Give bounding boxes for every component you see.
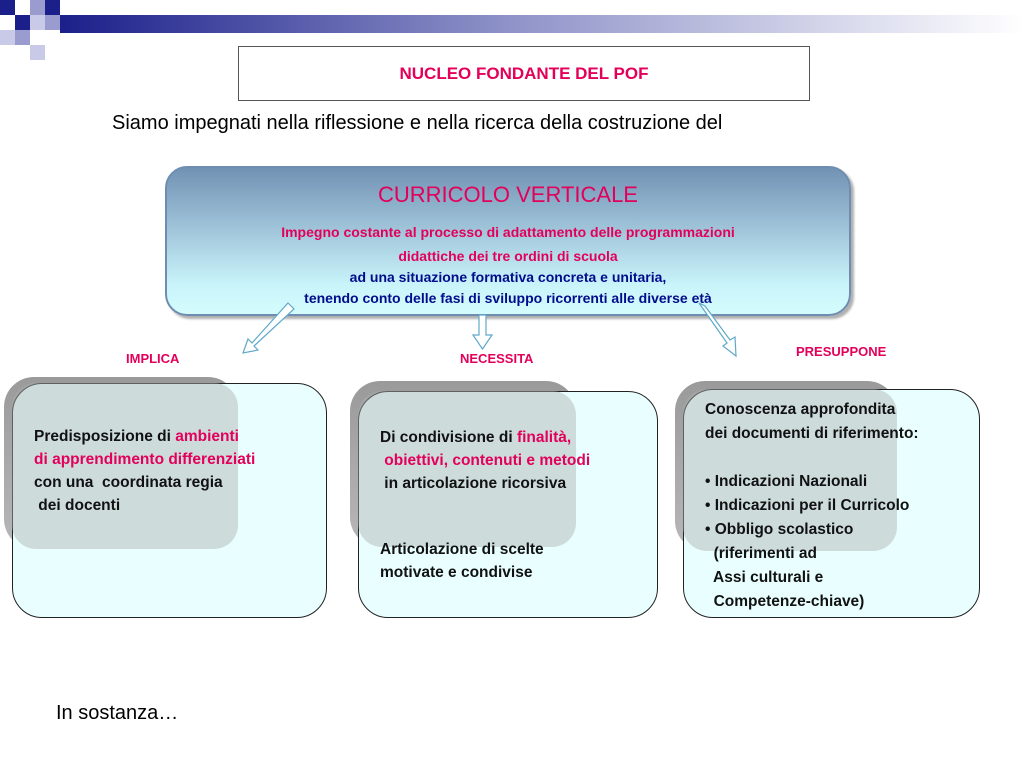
card-implica-line-3: con una coordinata regia bbox=[34, 474, 223, 491]
card-implica-line-1b: ambienti bbox=[175, 428, 239, 445]
card-presuppone-sub-2: Assi culturali e bbox=[705, 569, 824, 586]
card-necessita-line-4: Articolazione di scelte bbox=[380, 541, 544, 558]
card-necessita-line-1a: Di condivisione di bbox=[380, 429, 517, 446]
card-presuppone-sub-1: (riferimenti ad bbox=[705, 545, 817, 562]
card-necessita-line-3: in articolazione ricorsiva bbox=[380, 475, 567, 492]
banner-line-4: tenendo conto delle fasi di sviluppo ricorrenti alle diverse età bbox=[304, 290, 712, 306]
deco-square bbox=[15, 15, 30, 30]
page-title-box bbox=[238, 46, 810, 101]
card-necessita-text bbox=[380, 426, 590, 495]
intro-text: Siamo impegnati nella riflessione e nella ricerca della costruzione del bbox=[112, 112, 723, 134]
card-presuppone-line-1: Conoscenza approfondita bbox=[705, 401, 896, 418]
curricolo-banner bbox=[165, 166, 851, 316]
deco-square bbox=[30, 0, 45, 15]
deco-square bbox=[45, 15, 60, 30]
arrow-right bbox=[699, 303, 736, 356]
card-implica-line-4: dei docenti bbox=[34, 497, 121, 514]
deco-square bbox=[30, 45, 45, 60]
card-presuppone-bullet-1: • Indicazioni Nazionali bbox=[705, 473, 868, 490]
footer-text: In sostanza… bbox=[56, 702, 179, 724]
page-title: NUCLEO FONDANTE DEL POF bbox=[399, 63, 649, 83]
card-implica-line-1a: Predisposizione di bbox=[34, 428, 176, 445]
card-necessita-line-5: motivate e condivise bbox=[380, 564, 533, 581]
card-necessita-line-1b: finalità, bbox=[516, 429, 572, 446]
card-presuppone-sub-3: Competenze-chiave) bbox=[705, 593, 865, 610]
deco-square bbox=[45, 0, 60, 15]
card-presuppone-bullet-3: • Obbligo scolastico bbox=[705, 521, 854, 538]
card-necessita-line-2: obiettivi, contenuti e metodi bbox=[380, 452, 591, 469]
arrow-middle bbox=[473, 315, 492, 349]
card-presuppone-text bbox=[705, 398, 919, 614]
card-presuppone-bullet-2: • Indicazioni per il Curricolo bbox=[705, 497, 910, 514]
banner-line-1: Impegno costante al processo di adattamento delle programmazioni bbox=[281, 224, 735, 240]
connector-label-implica: IMPLICA bbox=[126, 351, 180, 366]
banner-title: CURRICOLO VERTICALE bbox=[378, 182, 638, 207]
banner-line-2: didattiche dei tre ordini di scuola bbox=[398, 248, 618, 264]
card-implica-line-2: di apprendimento differenziati bbox=[34, 451, 256, 468]
connector-label-necessita: NECESSITA bbox=[460, 351, 534, 366]
card-implica-text bbox=[34, 425, 255, 517]
deco-square bbox=[30, 15, 45, 30]
deco-bar bbox=[60, 15, 1024, 33]
card-necessita-text-2 bbox=[380, 538, 544, 584]
deco-square bbox=[15, 30, 30, 45]
connector-label-presuppone: PRESUPPONE bbox=[796, 344, 887, 359]
card-presuppone-line-2: dei documenti di riferimento: bbox=[705, 425, 919, 442]
deco-square bbox=[0, 0, 15, 15]
deco-square bbox=[0, 30, 15, 45]
banner-line-3: ad una situazione formativa concreta e unitaria, bbox=[349, 269, 667, 285]
arrow-left bbox=[243, 303, 294, 353]
